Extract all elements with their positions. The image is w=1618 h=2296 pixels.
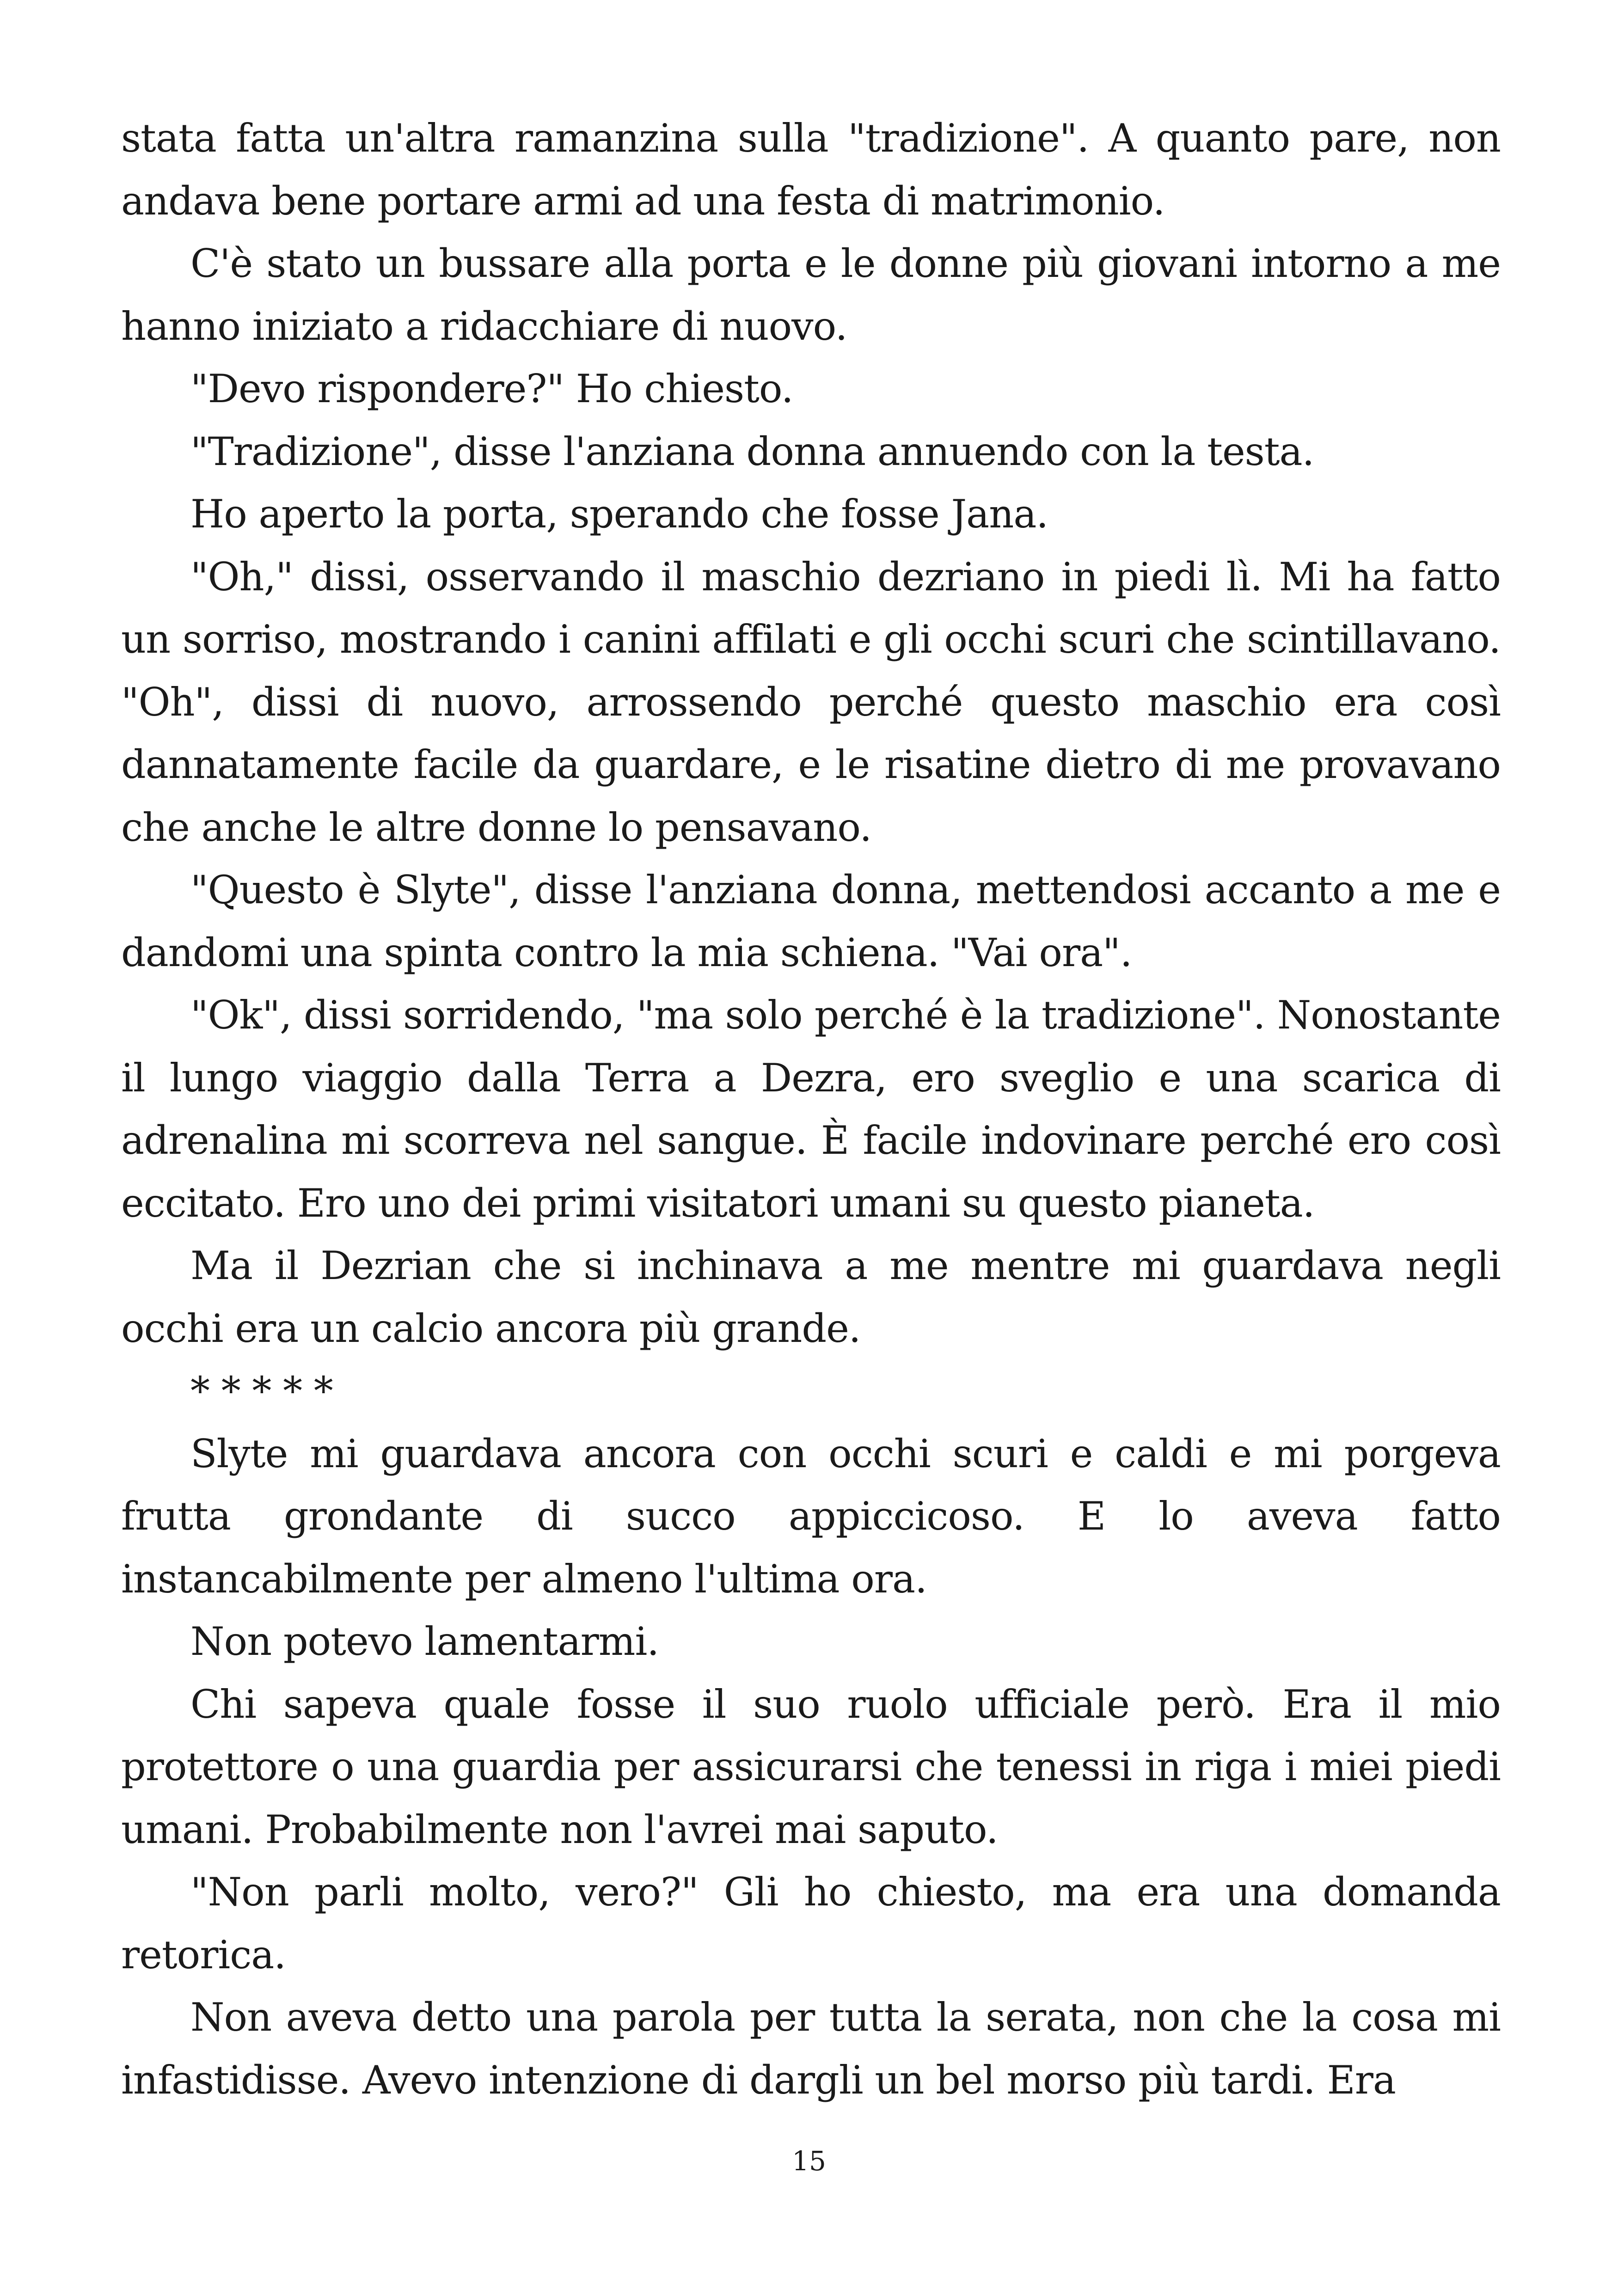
paragraph-6: "Oh," dissi, osservando il maschio dezriano in piedi lì. Mi ha fatto un sorriso, mostrando i canini affilati e gli occhi scuri che scintillavano. "Oh", dissi di nuovo, arrossendo perché questo maschio era così dannatamente facile da guardare, e le risatine dietro di me provavano che anche le altre donne lo pensavano. xyxy=(121,554,1501,850)
paragraph-5: Ho aperto la porta, sperando che fosse Jana. xyxy=(190,491,1048,537)
paragraph-13: "Non parli molto, vero?" Gli ho chiesto, ma era una domanda retorica. xyxy=(121,1869,1501,1978)
paragraph-4: "Tradizione", disse l'anziana donna annuendo con la testa. xyxy=(190,429,1314,474)
paragraph-7: "Questo è Slyte", disse l'anziana donna, mettendosi accanto a me e dandomi una spinta contro la mia schiena. "Vai ora". xyxy=(121,867,1501,975)
page-body xyxy=(121,107,1501,2112)
paragraph-1: stata fatta un'altra ramanzina sulla "tradizione". A quanto pare, non andava bene portare armi ad una festa di matrimonio. xyxy=(121,116,1501,224)
paragraph-8: "Ok", dissi sorridendo, "ma solo perché è la tradizione". Nonostante il lungo viaggio dalla Terra a Dezra, ero sveglio e una scarica di adrenalina mi scorreva nel sangue. È facile indovinare perché ero così eccitato. Ero uno dei primi visitatori umani su questo pianeta. xyxy=(121,992,1501,1226)
paragraph-10: Slyte mi guardava ancora con occhi scuri e caldi e mi porgeva frutta grondante di succo appiccicoso. E lo aveva fatto instancabilmente per almeno l'ultima ora. xyxy=(121,1431,1501,1602)
paragraph-2: C'è stato un bussare alla porta e le donne più giovani intorno a me hanno iniziato a ridacchiare di nuovo. xyxy=(121,241,1501,349)
scene-break: * * * * * xyxy=(190,1368,333,1414)
paragraph-11: Non potevo lamentarmi. xyxy=(190,1619,659,1664)
paragraph-14: Non aveva detto una parola per tutta la serata, non che la cosa mi infastidisse. Avevo intenzione di dargli un bel morso più tardi. Era xyxy=(121,1995,1501,2103)
page-number: 15 xyxy=(792,2145,826,2177)
paragraph-3: "Devo rispondere?" Ho chiesto. xyxy=(190,366,793,411)
paragraph-9: Ma il Dezrian che si inchinava a me mentre mi guardava negli occhi era un calcio ancora più grande. xyxy=(121,1243,1501,1351)
paragraph-12: Chi sapeva quale fosse il suo ruolo ufficiale però. Era il mio protettore o una guardia per assicurarsi che tenessi in riga i miei piedi umani. Probabilmente non l'avrei mai saputo. xyxy=(121,1681,1501,1852)
